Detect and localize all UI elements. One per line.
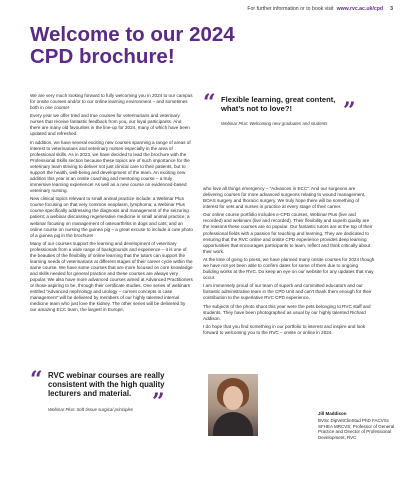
quote-caption: Webinar Plus: Welcoming new graduates and students bbox=[221, 121, 328, 126]
paragraph: We are very much looking forward to fully welcoming you in 2024 to our campus for onsite courses and/or to our online learning environment – and sometimes both in one course! bbox=[30, 93, 193, 111]
paragraph: Every year we offer tried and true courses for veterinarians and veterinary nurses that receive fantastic feedback from you, our loyal participants. And there are many old favourites in the line-up for 2024, many of which have been updated and refreshed. bbox=[30, 113, 190, 137]
right-column bbox=[203, 186, 375, 338]
paragraph: Many of our courses support the learning and development of veterinary professionals from a wide range of backgrounds and experience – it is one of the beauties of the flexibility of online learning that the tutors can support the learning needs of veterinarians at different stages of their career cycle within the same course. We have some courses that are more focused on core knowledge and skills needed for general practice and these courses are always very popular. We also have more advanced courses aimed at Advanced Practitioners or those aspiring to be, through their certificate studies. One series of webinars entitled “Advanced nephrology and urology – current concepts in case management” will be delivered by members of our highly talented internal medicine team who just love the kidney. The other series will be delivered by our amazing ECC team, the largest in Europe, bbox=[30, 240, 193, 313]
paragraph: I am immensely proud of our team of superb and committed educators and our fantastic administrative team in the CPD Unit and can’t thank them enough for their contribution to the superlative RVC CPD experience. bbox=[203, 283, 372, 301]
open-quote-icon: “ bbox=[30, 367, 43, 393]
left-column bbox=[30, 93, 193, 316]
page-number: 3 bbox=[390, 6, 393, 12]
author-bio bbox=[318, 411, 402, 441]
quote-caption: Webinar Plus: Soft tissue surgical principles bbox=[48, 407, 134, 412]
open-quote-icon: “ bbox=[203, 90, 216, 116]
author-photo bbox=[208, 374, 258, 436]
paragraph: New clinical topics relevant to small animal practice include: a Webinar Plus course focusing on that very common neoplasm, lymphoma; a Webinar Plus course specifically addressing the diagnosis and management of the seizuring patient; a webinar discussing regenerative medicine in small animal practice; a webinar focusing on management of osteoarthritis in dogs and cats; and an online course on nursing the guinea pig – a great excuse to include a cute photo of a guinea pig in the brochure! bbox=[30, 196, 193, 238]
page-title bbox=[30, 24, 330, 68]
website-link[interactable]: www.rvc.ac.uk/cpd bbox=[336, 6, 384, 12]
paragraph: Our online course portfolio includes e-CPD courses, Webinar Plus (live and recorded) and webinars (live and recorded). Their flexibility and superb quality are the reasons these courses are so popular. Our fantastic tutors are at the top of their professional fields with a passion for teaching and learning. They are dedicated to ensuring that the RVC online and onsite CPD experience provides deep learning opportunities that encourages participants to learn, reflect and think critically about their work. bbox=[203, 212, 373, 254]
paragraph: I do hope that you find something in our portfolio to interest and inspire and look forward to welcoming you to the RVC – onsite or online in 2024. bbox=[203, 323, 366, 335]
close-quote-icon: ” bbox=[343, 98, 356, 124]
paragraph: The subjects of the photo shoot this year were the pets belonging to RVC staff and students. They have been photographed as usual by our highly talented Richard Addison. bbox=[203, 303, 371, 321]
author-name: Jill Maddison bbox=[318, 411, 347, 416]
paragraph: In addition, we have several exciting new courses spanning a range of areas of interest to veterinarians and veterinary nurses especially in the area of professional skills. As in 2023, we have decided to lead the brochure with the Professional Skills section because these topics are of such importance for the veterinary team striving to deliver not just clinical care to their patients, but to support the health, well-being and development of the team. An exciting new addition this year is an onsite coaching and mentoring course – a truly immersive learning experience! As well as a new course on evidenced-based veterinary nursing. bbox=[30, 139, 191, 194]
pull-quote-top bbox=[203, 90, 375, 182]
close-quote-icon: ” bbox=[152, 389, 165, 415]
paragraph: At the time of going to press, we have planned many onsite courses for 2024 though we have not yet been able to confirm dates for some of them due to ongoing building works at the RVC. Do keep an eye on our website for any updates that may occur. bbox=[203, 256, 375, 281]
title-line-1: Welcome to our 2024 bbox=[30, 23, 235, 46]
quote-text: Flexible learning, great content, what’s not to love?! bbox=[221, 95, 336, 114]
paragraph: who love all things emergency – “Advances in ECC”. And our surgeons are delivering courses for more advanced surgeons relating to wound management, BOAS surgery and thoracic surgery. We truly hope there will be something of interest for vets and nurses in practice at every stage of their career. bbox=[203, 186, 366, 210]
header-text: For further information or to book visit bbox=[247, 6, 334, 12]
title-line-2: CPD brochure! bbox=[30, 45, 175, 68]
page-header bbox=[247, 6, 393, 12]
quote-text: RVC webinar courses are really consistent with the high quality lecturers and material. bbox=[48, 371, 165, 399]
author-credentials: BVSc DipVetClinStud PhD FACVSc SFHEA MRCVS; Professor of General Practice and Director of Professional Development, RVC bbox=[318, 417, 395, 441]
pull-quote-bottom bbox=[30, 367, 193, 437]
